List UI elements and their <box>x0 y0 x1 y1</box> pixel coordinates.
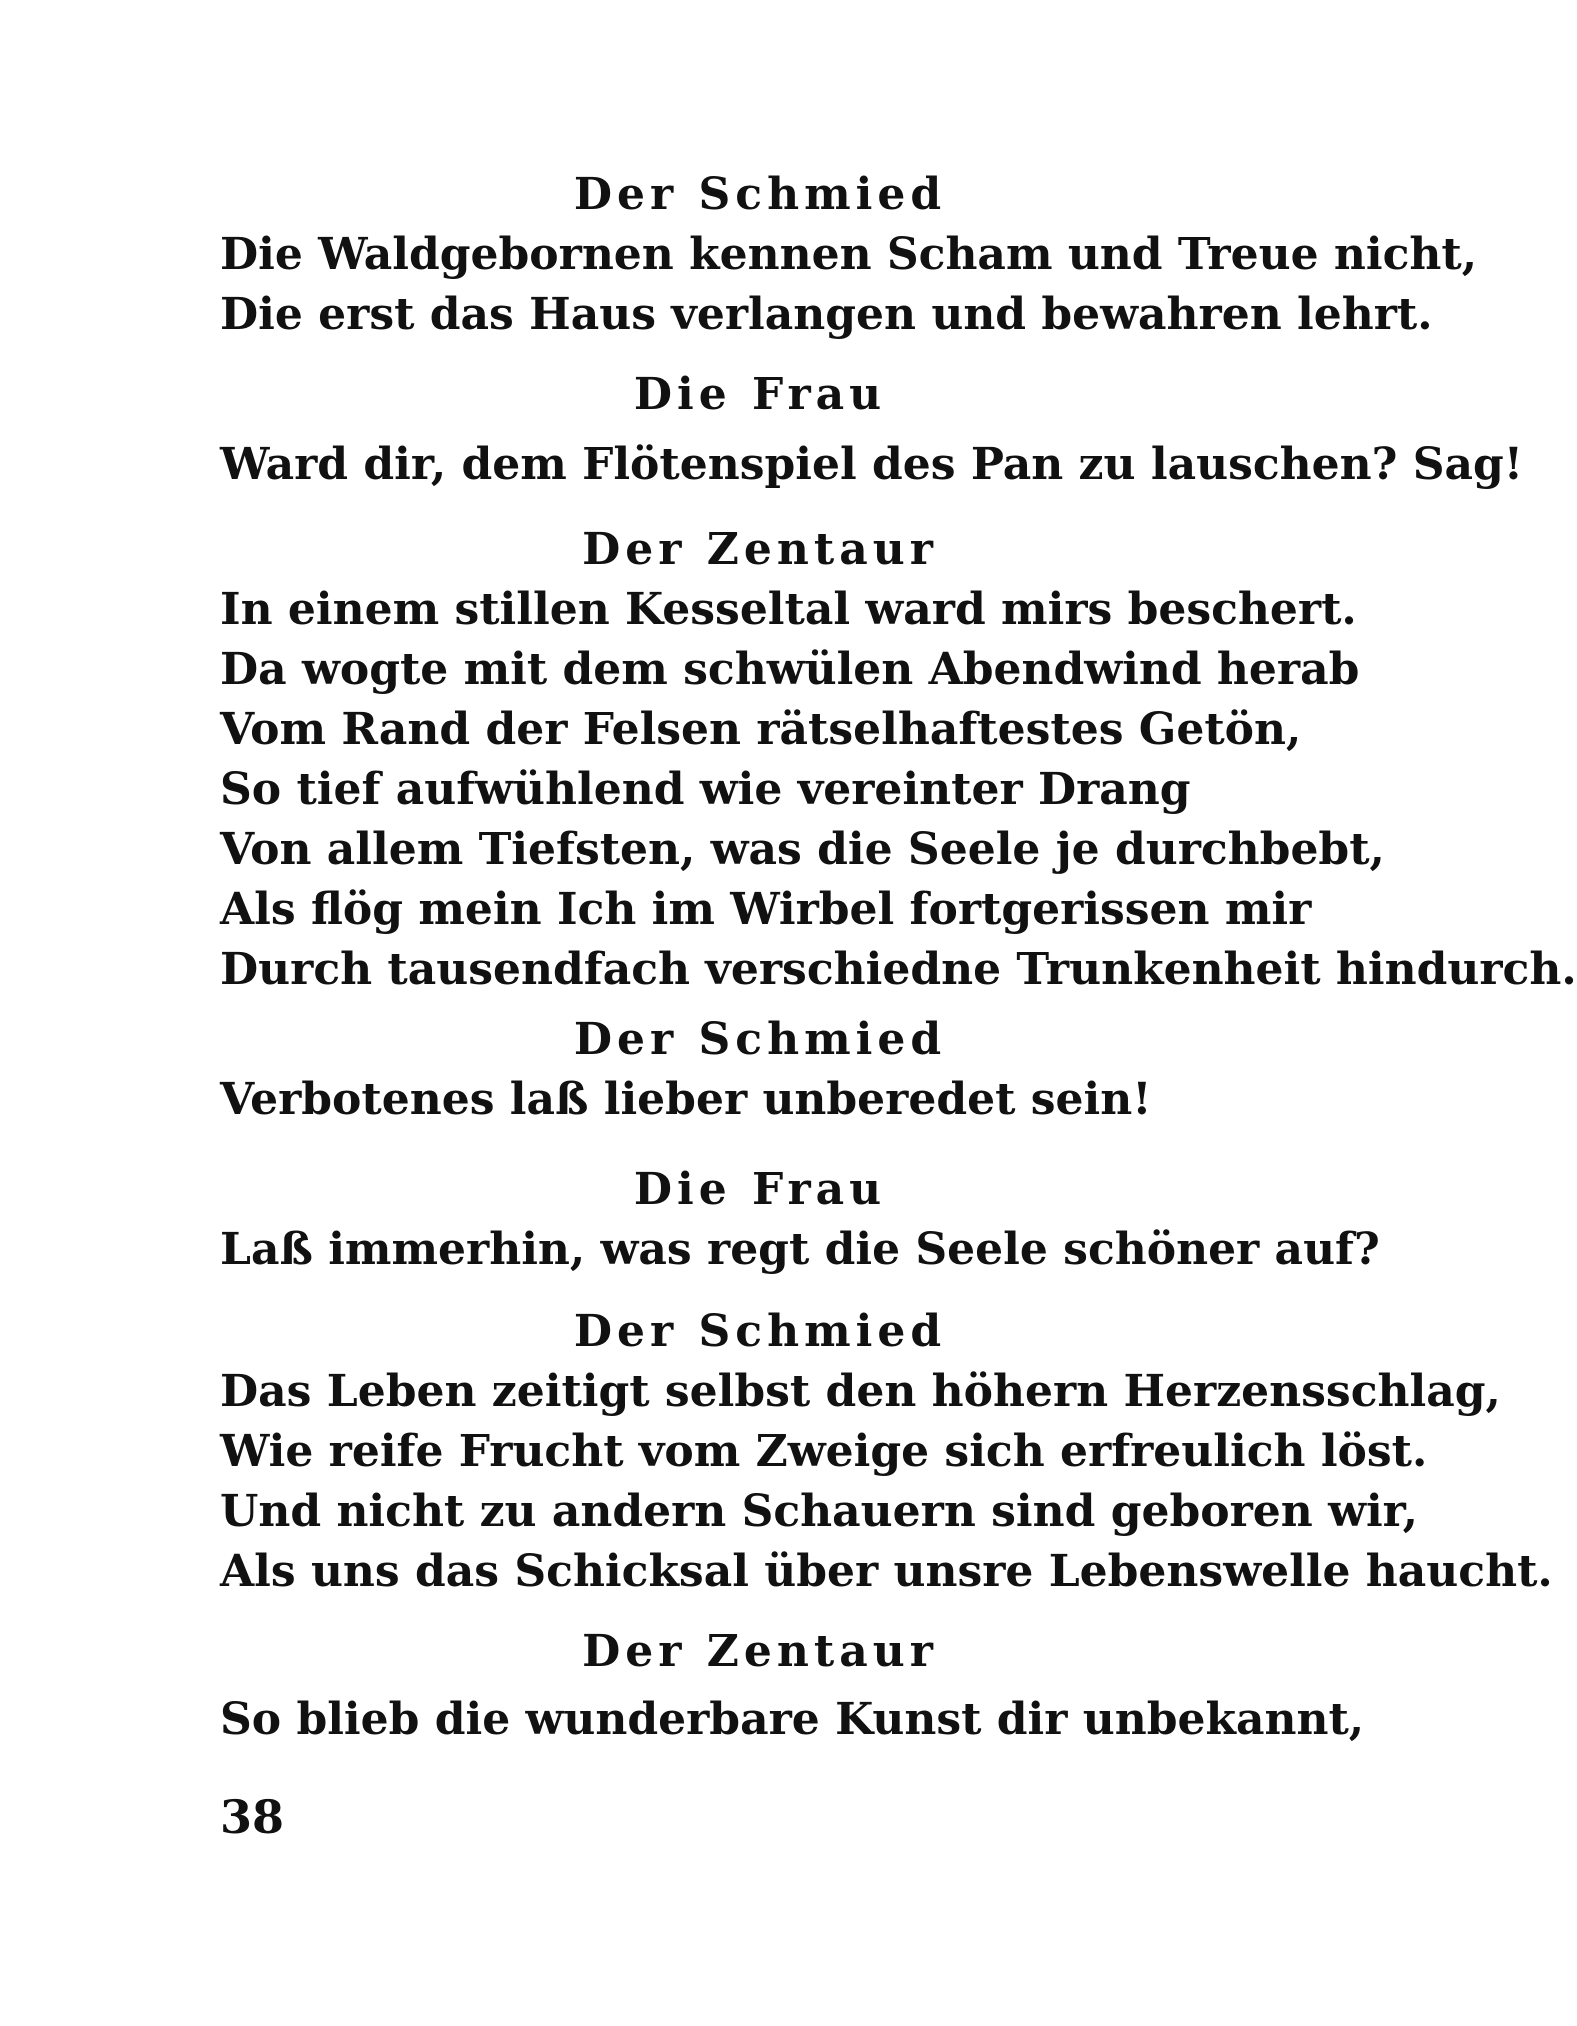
verse-line: Als flög mein Ich im Wirbel fortgerissen mir <box>220 884 1312 935</box>
verse-line: In einem stillen Kesseltal ward mirs beschert. <box>220 584 1357 635</box>
speaker-heading: Der Zentaur <box>582 524 938 575</box>
verse-line: Vom Rand der Felsen rätselhaftestes Getön, <box>220 704 1302 755</box>
section-6 <box>220 1302 1553 1602</box>
verse-line: Durch tausendfach verschiedne Trunkenheit hindurch. <box>220 944 1577 995</box>
speaker-heading: Die Frau <box>633 1164 887 1215</box>
section-7 <box>220 1622 1365 1750</box>
section-2 <box>220 365 1524 495</box>
verse-line: Verbotenes laß lieber unberedet sein! <box>220 1074 1152 1125</box>
verse-line: Ward dir, dem Flötenspiel des Pan zu lauschen? Sag! <box>220 439 1524 490</box>
section-1 <box>220 165 1478 345</box>
section-4 <box>220 1010 1240 1130</box>
speaker-heading: Der Schmied <box>573 1306 947 1357</box>
verse-line: Laß immerhin, was regt die Seele schöner auf? <box>220 1224 1380 1275</box>
page-number: 38 <box>220 1790 285 1844</box>
verse-line: Und nicht zu andern Schauern sind geboren wir, <box>220 1486 1418 1537</box>
verse-line: So tief aufwühlend wie vereinter Drang <box>220 764 1191 815</box>
speaker-heading: Der Schmied <box>573 169 947 220</box>
section-3 <box>220 520 1577 1000</box>
verse-line: Die Waldgebornen kennen Scham und Treue nicht, <box>220 229 1478 280</box>
verse-line: Das Leben zeitigt selbst den höhern Herzensschlag, <box>220 1366 1501 1417</box>
verse-line: Von allem Tiefsten, was die Seele je durchbebt, <box>220 824 1385 875</box>
speaker-heading: Die Frau <box>633 369 887 420</box>
verse-line: Da wogte mit dem schwülen Abendwind herab <box>220 644 1360 695</box>
speaker-heading: Der Schmied <box>573 1014 947 1065</box>
verse-line: Als uns das Schicksal über unsre Lebenswelle haucht. <box>220 1546 1553 1597</box>
speaker-heading: Der Zentaur <box>582 1626 938 1677</box>
verse-line: Wie reife Frucht vom Zweige sich erfreulich löst. <box>220 1426 1428 1477</box>
verse-line: So blieb die wunderbare Kunst dir unbekannt, <box>220 1694 1365 1745</box>
verse-line: Die erst das Haus verlangen und bewahren lehrt. <box>220 289 1433 340</box>
section-5 <box>220 1160 1380 1280</box>
